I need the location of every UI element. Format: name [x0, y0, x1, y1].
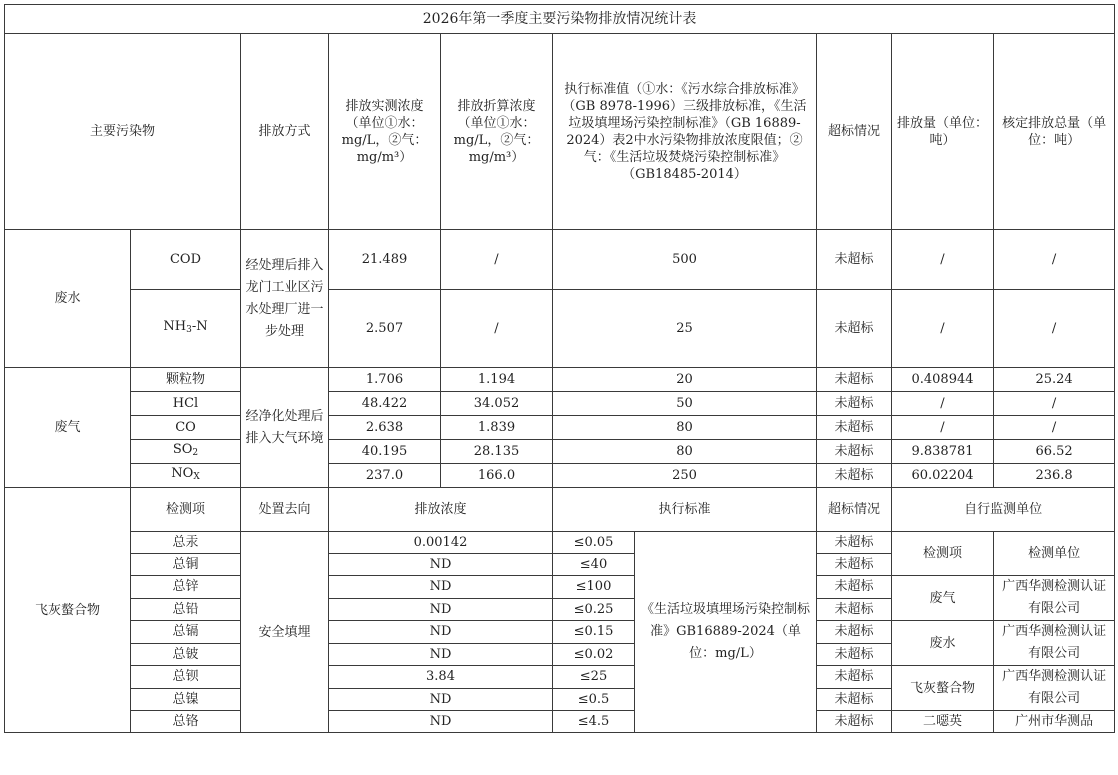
exceed-cell: 未超标	[817, 576, 892, 599]
monitor-header-item: 检测项	[892, 532, 994, 576]
exceed-cell: 未超标	[817, 416, 892, 440]
limit-cell: ≤40	[553, 554, 635, 576]
converted-cell: 1.194	[441, 368, 553, 392]
exceed-cell: 未超标	[817, 532, 892, 554]
exceed-cell: 未超标	[817, 392, 892, 416]
table-row	[5, 230, 1115, 290]
item-tail: -N	[191, 319, 208, 334]
monitor-org: 广州市华测品	[994, 711, 1115, 733]
limit-cell: ≤4.5	[553, 711, 635, 733]
amount-cell: 0.408944	[892, 368, 994, 392]
header-exceed: 超标情况	[817, 34, 892, 230]
exceed-cell: 未超标	[817, 464, 892, 488]
item-subscript: 3	[186, 325, 192, 335]
monitor-org: 广西华测检测认证有限公司	[994, 621, 1115, 666]
item-cell: 总汞	[131, 532, 241, 554]
converted-cell: 28.135	[441, 440, 553, 464]
concentration-cell: ND	[329, 598, 553, 621]
flyash-header-standard: 执行标准	[553, 488, 817, 532]
table-row	[5, 666, 1115, 689]
measured-cell: 21.489	[329, 230, 441, 290]
standard-cell: 250	[553, 464, 817, 488]
header-pollutant: 主要污染物	[5, 34, 241, 230]
flyash-standard: 《生活垃圾填埋场污染控制标准》GB16889-2024（单位：mg/L）	[635, 532, 817, 733]
flyash-destination: 安全填埋	[241, 532, 329, 733]
table-row	[5, 532, 1115, 554]
concentration-cell: ND	[329, 688, 553, 711]
approved-cell: /	[994, 230, 1115, 290]
monitor-item: 二噁英	[892, 711, 994, 733]
header-approved: 核定排放总量（单位：吨）	[994, 34, 1115, 230]
method-wastewater: 经处理后排入龙门工业区污水处理厂进一步处理	[241, 230, 329, 368]
exceed-cell: 未超标	[817, 598, 892, 621]
amount-cell: /	[892, 290, 994, 368]
standard-cell: 25	[553, 290, 817, 368]
item-cell	[131, 290, 241, 368]
exceed-cell: 未超标	[817, 290, 892, 368]
concentration-cell: ND	[329, 643, 553, 666]
item-cell: CO	[131, 416, 241, 440]
table-row	[5, 290, 1115, 368]
table-row	[5, 711, 1115, 733]
flyash-header-monitor-unit: 自行监测单位	[892, 488, 1115, 532]
exceed-cell: 未超标	[817, 621, 892, 644]
measured-cell: 2.638	[329, 416, 441, 440]
approved-cell: 66.52	[994, 440, 1115, 464]
standard-cell: 20	[553, 368, 817, 392]
table-row	[5, 440, 1115, 464]
approved-cell: /	[994, 416, 1115, 440]
item-cell: 总锌	[131, 576, 241, 599]
measured-cell: 1.706	[329, 368, 441, 392]
pollutant-table	[4, 4, 1115, 733]
monitor-item: 飞灰螯合物	[892, 666, 994, 711]
table-row	[5, 621, 1115, 644]
measured-cell: 48.422	[329, 392, 441, 416]
limit-cell: ≤0.5	[553, 688, 635, 711]
item-main: SO	[172, 442, 193, 457]
measured-cell: 40.195	[329, 440, 441, 464]
limit-cell: ≤100	[553, 576, 635, 599]
item-cell: 总铜	[131, 554, 241, 576]
approved-cell: /	[994, 290, 1115, 368]
item-cell	[131, 440, 241, 464]
limit-cell: ≤0.15	[553, 621, 635, 644]
amount-cell: 9.838781	[892, 440, 994, 464]
concentration-cell: 3.84	[329, 666, 553, 689]
measured-cell: 237.0	[329, 464, 441, 488]
exceed-cell: 未超标	[817, 230, 892, 290]
flyash-header-item: 检测项	[131, 488, 241, 532]
limit-cell: ≤25	[553, 666, 635, 689]
table-row	[5, 416, 1115, 440]
table-row	[5, 576, 1115, 599]
monitor-org: 广西华测检测认证有限公司	[994, 666, 1115, 711]
standard-cell: 500	[553, 230, 817, 290]
item-cell: 总铅	[131, 598, 241, 621]
monitor-item: 废气	[892, 576, 994, 621]
item-cell: COD	[131, 230, 241, 290]
table-row	[5, 464, 1115, 488]
concentration-cell: ND	[329, 711, 553, 733]
exceed-cell: 未超标	[817, 666, 892, 689]
method-exhaust: 经净化处理后排入大气环境	[241, 368, 329, 488]
table-row	[5, 392, 1115, 416]
item-main: NO	[171, 466, 194, 481]
table-row	[5, 368, 1115, 392]
item-cell: 总镍	[131, 688, 241, 711]
standard-cell: 80	[553, 416, 817, 440]
item-cell	[131, 464, 241, 488]
category-flyash: 飞灰螯合物	[5, 488, 131, 733]
exceed-cell: 未超标	[817, 688, 892, 711]
header-method: 排放方式	[241, 34, 329, 230]
exceed-cell: 未超标	[817, 554, 892, 576]
amount-cell: /	[892, 416, 994, 440]
approved-cell: 25.24	[994, 368, 1115, 392]
monitor-org: 广西华测检测认证有限公司	[994, 576, 1115, 621]
exceed-cell: 未超标	[817, 643, 892, 666]
limit-cell: ≤0.02	[553, 643, 635, 666]
monitor-header-org: 检测单位	[994, 532, 1115, 576]
flyash-header-exceed: 超标情况	[817, 488, 892, 532]
concentration-cell: 0.00142	[329, 532, 553, 554]
converted-cell: 166.0	[441, 464, 553, 488]
table-title: 2026年第一季度主要污染物排放情况统计表	[5, 5, 1115, 34]
item-cell: HCl	[131, 392, 241, 416]
pollutant-statistics-sheet	[4, 4, 1115, 733]
exceed-cell: 未超标	[817, 440, 892, 464]
header-amount: 排放量（单位：吨）	[892, 34, 994, 230]
concentration-cell: ND	[329, 576, 553, 599]
item-cell: 总镉	[131, 621, 241, 644]
category-wastewater: 废水	[5, 230, 131, 368]
flyash-header-concentration: 排放浓度	[329, 488, 553, 532]
header-converted: 排放折算浓度（单位①水：mg/L，②气：mg/m³）	[441, 34, 553, 230]
item-cell: 总钡	[131, 666, 241, 689]
converted-cell: /	[441, 230, 553, 290]
exceed-cell: 未超标	[817, 368, 892, 392]
category-exhaust: 废气	[5, 368, 131, 488]
converted-cell: /	[441, 290, 553, 368]
converted-cell: 1.839	[441, 416, 553, 440]
item-cell: 总铬	[131, 711, 241, 733]
header-measured: 排放实测浓度（单位①水：mg/L，②气：mg/m³）	[329, 34, 441, 230]
item-subscript: 2	[192, 448, 199, 458]
item-subscript: X	[193, 472, 200, 482]
amount-cell: 60.02204	[892, 464, 994, 488]
concentration-cell: ND	[329, 554, 553, 576]
approved-cell: 236.8	[994, 464, 1115, 488]
standard-cell: 50	[553, 392, 817, 416]
limit-cell: ≤0.25	[553, 598, 635, 621]
table-row	[5, 488, 1115, 532]
item-cell: 总铍	[131, 643, 241, 666]
measured-cell: 2.507	[329, 290, 441, 368]
amount-cell: /	[892, 392, 994, 416]
limit-cell: ≤0.05	[553, 532, 635, 554]
item-cell: 颗粒物	[131, 368, 241, 392]
flyash-header-destination: 处置去向	[241, 488, 329, 532]
header-standard: 执行标准值（①水：《污水综合排放标准》（GB 8978-1996）三级排放标准，《生活垃圾填埋场污染控制标准》（GB 16889-2024）表2中水污染物排放浓度限值；②气：《生活垃圾焚烧污染控制标准》（GB18485-2014）	[553, 34, 817, 230]
amount-cell: /	[892, 230, 994, 290]
exceed-cell: 未超标	[817, 711, 892, 733]
item-main: NH	[163, 319, 187, 334]
standard-cell: 80	[553, 440, 817, 464]
concentration-cell: ND	[329, 621, 553, 644]
monitor-item: 废水	[892, 621, 994, 666]
approved-cell: /	[994, 392, 1115, 416]
converted-cell: 34.052	[441, 392, 553, 416]
